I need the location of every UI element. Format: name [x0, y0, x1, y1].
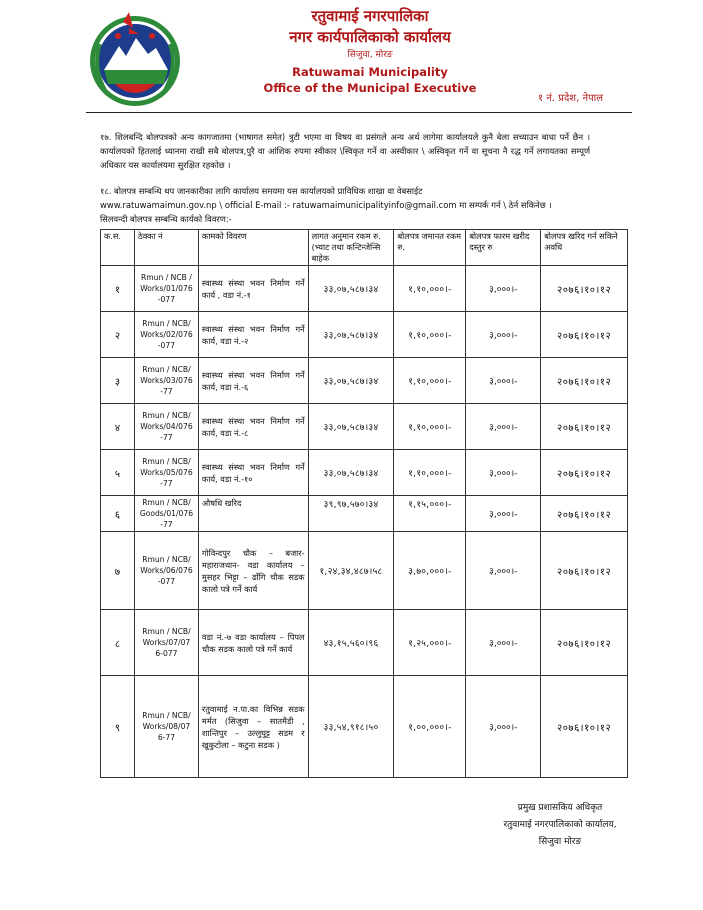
cell-desc: स्वास्थ्य संस्था भवन निर्माण गर्ने कार्य, वडा नं.-२: [198, 312, 308, 358]
cell-fee: ३,०००।-: [466, 676, 541, 778]
cell-ref: Rmun / NCB/ Works/03/076 -77: [134, 358, 198, 404]
cell-deadline: २०७६।१०।१२: [541, 676, 628, 778]
tender-table: [100, 229, 628, 778]
signatory-location: सिजुवा मोरङ: [538, 837, 582, 847]
cell-sn: २: [101, 312, 135, 358]
cell-sn: ८: [101, 610, 135, 676]
cell-deadline: २०७६।१०।१२: [541, 496, 628, 532]
cell-sn: ३: [101, 358, 135, 404]
cell-cost: ३९,९७,५७०।३४: [308, 496, 394, 532]
cell-ref: Rmun / NCB/ Works/07/07 6-077: [134, 610, 198, 676]
clause-17: १७. शिलबन्दि बोलपत्रको अन्य कागजातमा (भाषागत समेत) त्रुटी भएमा वा विषय वा प्रसंगले अन्य अर्थ लागेमा कार्यालयले कुनै बेला सच्याउन बाधा पर्ने छैन । कार्यालयको हितलाई ध्यानमा राखी सबै बोलपत्र,पुरै वा आंशिक रुपमा स्वीकार \स्विकृत गर्ने वा अस्वीकार \ अस्विकृत गर्ने वा सूचना नै रद्ध गर्ने लगायतका सम्पूर्ण अधिकार यस कार्यालयमा सुरक्षित रहकोछ ।: [100, 132, 590, 170]
cell-bond: १,२५,०००।-: [394, 610, 466, 676]
cell-fee: ३,०००।-: [466, 266, 541, 312]
signatory-office: रतुवामाई नगरपालिकाको कार्यालय,: [503, 820, 617, 830]
cell-ref: Rmun / NCB/ Works/05/076 -77: [134, 450, 198, 496]
cell-ref: Rmun / NCB / Works/01/076 -077: [134, 266, 198, 312]
header-divider: [86, 112, 632, 113]
cell-desc: स्वास्थ्य संस्था भवन निर्माण गर्ने कार्य, वडा नं.-१०: [198, 450, 308, 496]
location-np: सिजुवा, मोरङ: [347, 50, 393, 60]
cell-fee: ३,०००।-: [466, 358, 541, 404]
municipality-emblem: [86, 8, 184, 110]
cell-fee: ३,०००।-: [466, 404, 541, 450]
cell-desc: गोविन्दपुर चौक – बजार- महाराजथान- वडा कार्यालय – मुसहर भिट्टा – ढाँगि चौक सडक कालो पत्रे गर्ने कार्य: [198, 532, 308, 610]
cell-fee: ३,०००।-: [466, 532, 541, 610]
col-header-bond: बोलपत्र जमानत रकम रु.: [394, 230, 466, 266]
cell-deadline: २०७६।१०।१२: [541, 610, 628, 676]
cell-ref: Rmun / NCB/ Works/06/076 -077: [134, 532, 198, 610]
cell-desc: स्वास्थ्य संस्था भवन निर्माण गर्ने कार्य, वडा नं.-६: [198, 358, 308, 404]
table-row: [101, 312, 628, 358]
table-row: [101, 610, 628, 676]
cell-ref: Rmun / NCB/ Works/08/07 6-77: [134, 676, 198, 778]
table-row: [101, 676, 628, 778]
col-header-fee: बोलपत्र फारम खरीद दस्तुर रु: [466, 230, 541, 266]
signature-block: [460, 800, 660, 851]
province-label: १ नं. प्रदेश, नेपाल: [538, 93, 604, 104]
table-row: [101, 404, 628, 450]
cell-fee: ३,०००।-: [466, 610, 541, 676]
signatory-title: प्रमुख प्रशासकिय अधिकृत: [517, 803, 603, 813]
cell-bond: १,१०,०००।-: [394, 404, 466, 450]
table-row: [101, 532, 628, 610]
office-name-np: नगर कार्यपालिकाको कार्यालय: [289, 28, 451, 46]
letterhead: [200, 6, 540, 96]
tender-details-heading: सिलवन्दी बोलपत्र सम्बन्धि कार्यको विवरण:-: [100, 214, 232, 224]
cell-fee: ३,०००।-: [466, 496, 541, 532]
cell-cost: ४३,१५,५६०।९६: [308, 610, 394, 676]
col-header-desc: कामको विवरण: [198, 230, 308, 266]
cell-ref: Rmun / NCB/ Goods/01/076 -77: [134, 496, 198, 532]
col-header-deadline: बोलपत्र खरिद गर्न सकिने अवधि: [541, 230, 628, 266]
cell-ref: Rmun / NCB/ Works/02/076 -077: [134, 312, 198, 358]
cell-desc: औषधि खरिद: [198, 496, 308, 532]
cell-fee: ३,०००।-: [466, 312, 541, 358]
cell-bond: १,१०,०००।-: [394, 450, 466, 496]
cell-bond: ३,७०,०००।-: [394, 532, 466, 610]
municipality-name-np: रतुवामाई नगरपालिका: [311, 7, 429, 25]
col-header-sn: क.स.: [101, 230, 135, 266]
cell-ref: Rmun / NCB/ Works/04/076 -77: [134, 404, 198, 450]
cell-cost: १,२४,३४,४८७।५८: [308, 532, 394, 610]
cell-deadline: २०७६।१०।१२: [541, 404, 628, 450]
cell-desc: स्वास्थ्य संस्था भवन निर्माण गर्ने कार्य , वडा नं.-१: [198, 266, 308, 312]
table-row: [101, 358, 628, 404]
cell-sn: ६: [101, 496, 135, 532]
cell-bond: १,१०,०००।-: [394, 312, 466, 358]
table-row: [101, 266, 628, 312]
cell-cost: ३३,५४,९१८।५०: [308, 676, 394, 778]
table-row: [101, 450, 628, 496]
cell-bond: १,१०,०००।-: [394, 358, 466, 404]
clause-18-contact: www.ratuwamaimun.gov.np \ official E-mail :- ratuwamaimunicipalityinfo@gmail.com मा सम्पर्क गर्न \ ठेर्न सकिनेछ ।: [100, 200, 552, 210]
cell-sn: ७: [101, 532, 135, 610]
table-row: [101, 496, 628, 532]
col-header-cost: लागत अनुमान रकम रु. (भ्याट तथा कन्टिन्जेन्सि बाहेक: [308, 230, 394, 266]
cell-deadline: २०७६।१०।१२: [541, 450, 628, 496]
cell-deadline: २०७६।१०।१२: [541, 532, 628, 610]
cell-desc: स्वास्थ्य संस्था भवन निर्माण गर्ने कार्य, वडा नं.-८: [198, 404, 308, 450]
office-name-en: Office of the Municipal Executive: [263, 81, 477, 95]
cell-sn: ५: [101, 450, 135, 496]
cell-cost: ३३,०७,५८७।३४: [308, 358, 394, 404]
cell-deadline: २०७६।१०।१२: [541, 358, 628, 404]
cell-desc: वडा नं.-७ वडा कार्यालय – पिपल चौक सडक कालो पत्रे गर्ने कार्य: [198, 610, 308, 676]
cell-cost: ३३,०७,५८७।३४: [308, 404, 394, 450]
cell-bond: १,१०,०००।-: [394, 266, 466, 312]
cell-bond: १,१५,०००।-: [394, 496, 466, 532]
col-header-ref: ठेक्का नं: [134, 230, 198, 266]
cell-desc: रतुवामाई न.पा.का विभिन्न सडक मर्मत (सिजुवा – सातमैडी , शान्तिपुर – उल्लुघुट्ट सडम र खुकुटोला – कटुना सडक ): [198, 676, 308, 778]
cell-sn: ४: [101, 404, 135, 450]
clause-18: १८. बोलपत्र सम्बन्धि थप जानकारीका लागि कार्यालय समयमा यस कार्यालयको प्राविधिक शाखा वा वेबसाईट: [100, 186, 423, 196]
cell-deadline: २०७६।१०।१२: [541, 312, 628, 358]
cell-deadline: २०७६।१०।१२: [541, 266, 628, 312]
cell-cost: ३३,०७,५८७।३४: [308, 312, 394, 358]
municipality-name-en: Ratuwamai Municipality: [292, 65, 448, 79]
cell-cost: ३३,०७,५८७।३४: [308, 450, 394, 496]
cell-sn: ९: [101, 676, 135, 778]
cell-cost: ३३,०७,५८७।३४: [308, 266, 394, 312]
table-header-row: [101, 230, 628, 266]
cell-bond: १,००,०००।-: [394, 676, 466, 778]
cell-fee: ३,०००।-: [466, 450, 541, 496]
cell-sn: १: [101, 266, 135, 312]
